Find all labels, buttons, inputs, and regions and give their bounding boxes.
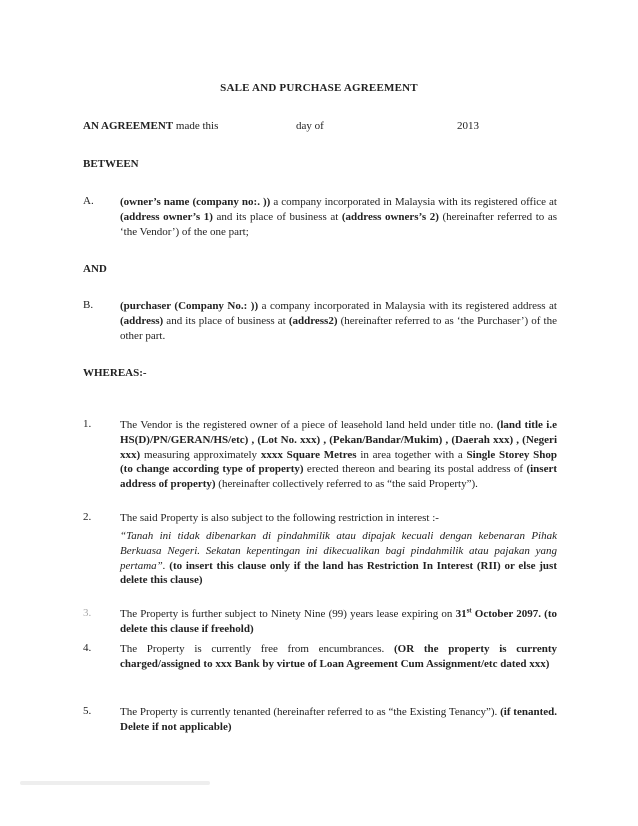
party-b-purchaser: (purchaser (Company No.: )): [120, 300, 259, 312]
between-heading: BETWEEN: [83, 158, 139, 170]
party-a-text-2: and its place of business at: [212, 210, 342, 223]
item-2-number: 2.: [83, 511, 92, 523]
item-2-italic-clause: “Tanah ini tidak dibenarkan di pindahmilik atau dipajak kecuali dengan kebenaran Pihak Berkuasa Negeri. Sekatan kepentingan ini dikecualikan bagi pindahmilik atau pajakan yang pertama”.: [120, 530, 557, 572]
item-1-bold-3: Single Storey Shop (to change according type of property): [120, 448, 557, 476]
party-b-address-1: (address): [120, 314, 164, 327]
party-b-paragraph: [120, 299, 557, 343]
item-5-paragraph: [120, 705, 557, 735]
item-1-bold-2: xxxx Square Metres: [260, 448, 357, 461]
party-a-label: A.: [83, 195, 94, 207]
item-2-quote: [120, 529, 557, 588]
party-a-address-2: (address owners’s 2): [341, 210, 439, 223]
item-1-text-1: The Vendor is the registered owner of a piece of leasehold land held under title no.: [120, 419, 497, 431]
item-3-text-1: The Property is further subject to Ninety Nine (99) years lease expiring on: [120, 608, 456, 620]
item-2-intro: The said Property is also subject to the following restriction in interest :-: [120, 512, 439, 524]
item-4-number: 4.: [83, 642, 92, 654]
agreement-label: AN AGREEMENT: [83, 120, 174, 132]
agreement-line: [83, 119, 218, 134]
party-b-text-3: (hereinafter referred to as ‘the Purchaser’) of the other part.: [120, 314, 557, 342]
item-1-paragraph: [120, 418, 557, 492]
party-b-text-1: a company incorporated in Malaysia with its registered address at: [258, 300, 557, 312]
item-4-paragraph: [120, 642, 557, 672]
item-4-text-1: The Property is currently free from encumbrances.: [120, 643, 394, 655]
party-a-text-3: (hereinafter referred to as ‘the Vendor’) of the one part;: [120, 210, 557, 238]
agreement-year: 2013: [457, 120, 479, 132]
party-a-paragraph: [120, 195, 557, 239]
party-b-address-2: (address2): [288, 314, 338, 327]
item-1-bold-4: (insert address of property): [120, 463, 557, 491]
item-3-bold-1: 31: [455, 608, 467, 620]
whereas-heading: WHEREAS:-: [83, 367, 147, 379]
item-3-paragraph: [120, 607, 557, 637]
agreement-day-of: day of: [296, 120, 324, 132]
item-1-text-3: in area together with a: [356, 448, 467, 461]
item-1-number: 1.: [83, 418, 92, 430]
item-5-bold-1: (if tenanted. Delete if not applicable): [120, 706, 558, 733]
item-1-text-2: measuring approximately: [140, 448, 261, 461]
item-3-bold-2: October 2097. (to delete this clause if freehold): [120, 608, 557, 635]
party-a-owner: (owner’s name (company no:. )): [120, 196, 271, 208]
party-b-text-2: and its place of business at: [163, 314, 289, 327]
item-3-superscript: st: [466, 606, 472, 615]
document-title: SALE AND PURCHASE AGREEMENT: [220, 82, 418, 94]
party-a-text-1: a company incorporated in Malaysia with its registered office at: [270, 196, 557, 208]
item-5-number: 5.: [83, 705, 92, 717]
item-2-bold-note: (to insert this clause only if the land has Restriction In Interest (RII) or else just delete this clause): [120, 559, 557, 587]
item-1-bold-1: (land title i.e HS(D)/PN/GERAN/HS/etc) , (Lot No. xxx) , (Pekan/Bandar/Mukim) , (Daerah xxx) , (Negeri xxx): [120, 419, 557, 461]
party-b-label: B.: [83, 299, 94, 311]
item-4-bold-1: (OR the property is currenty charged/assigned to xxx Bank by virtue of Loan Agreement Cum Assignment/etc dated xxx): [120, 643, 557, 670]
and-heading: AND: [83, 263, 107, 275]
item-3-number: 3.: [83, 607, 92, 619]
item-1-text-5: (hereinafter collectively referred to as “the said Property”).: [215, 478, 478, 491]
party-a-address-1: (address owner’s 1): [120, 210, 213, 223]
agreement-made-this: made this: [175, 120, 219, 132]
watermark: [20, 779, 210, 787]
item-5-text-1: The Property is currently tenanted (hereinafter referred to as “the Existing Tenancy”).: [120, 706, 501, 718]
item-1-text-4: erected thereon and bearing its postal address of: [303, 463, 527, 476]
